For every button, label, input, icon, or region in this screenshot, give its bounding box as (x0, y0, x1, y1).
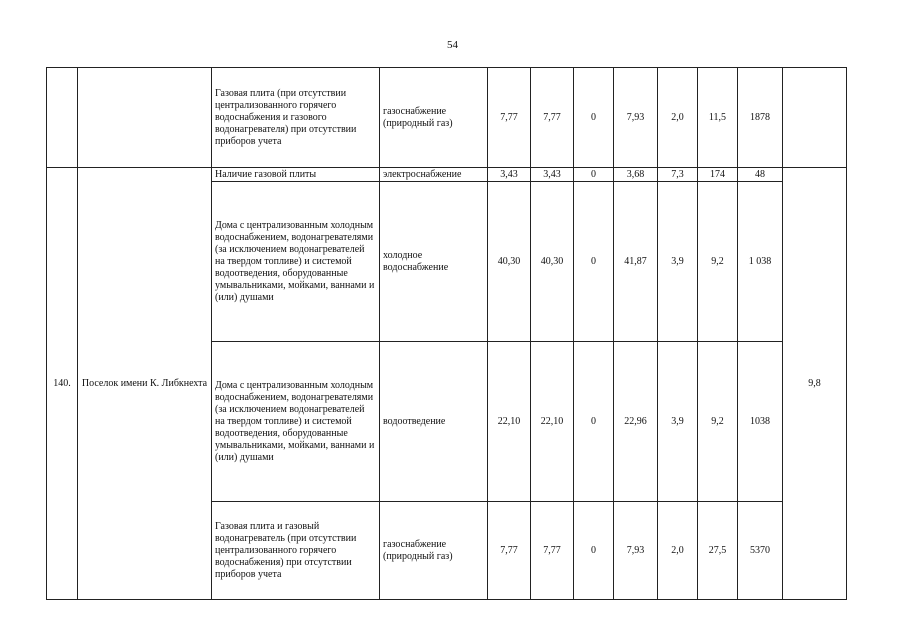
value-cell: 0 (574, 342, 614, 502)
value-cell: 2,0 (658, 68, 698, 168)
value-cell: 0 (574, 68, 614, 168)
value-cell: 22,96 (614, 342, 658, 502)
service-cell: водоотведение (380, 342, 488, 502)
page-number: 54 (447, 39, 458, 51)
settlement-cell: Поселок имени К. Либкнехта (78, 168, 212, 600)
value-cell: 3,43 (488, 168, 531, 182)
tariff-table (46, 67, 847, 600)
value-cell: 9,2 (698, 182, 738, 342)
value-cell: 22,10 (488, 342, 531, 502)
table-row (47, 68, 847, 168)
value-cell: 40,30 (531, 182, 574, 342)
value-cell: 1878 (738, 68, 783, 168)
value-cell: 7,93 (614, 502, 658, 600)
service-cell: газоснабжение (природный газ) (380, 502, 488, 600)
value-cell: 27,5 (698, 502, 738, 600)
value-cell: 41,87 (614, 182, 658, 342)
value-cell: 1 038 (738, 182, 783, 342)
value-cell: 7,77 (531, 68, 574, 168)
value-cell: 1038 (738, 342, 783, 502)
description-cell: Дома с централизованным холодным водоснабжением, водонагревателями (за исключением водонагревателей на твердом топливе) и системой водоотведения, оборудованные умывальниками, мойками, ваннами и (или) душами (212, 342, 380, 502)
description-cell: Дома с централизованным холодным водоснабжением, водонагревателями (за исключением водонагревателей на твердом топливе) и системой водоотведения, оборудованные умывальниками, мойками, ваннами и (или) душами (212, 182, 380, 342)
value-cell: 7,93 (614, 68, 658, 168)
coefficient-cell: 9,8 (783, 168, 847, 600)
value-cell: 5370 (738, 502, 783, 600)
value-cell: 3,68 (614, 168, 658, 182)
coefficient-cell (783, 68, 847, 168)
value-cell: 9,2 (698, 342, 738, 502)
value-cell: 40,30 (488, 182, 531, 342)
value-cell: 3,9 (658, 182, 698, 342)
value-cell: 11,5 (698, 68, 738, 168)
table-row (47, 168, 847, 182)
value-cell: 3,9 (658, 342, 698, 502)
description-cell: Газовая плита (при отсутствии централизованного горячего водоснабжения и газового водонагревателя) при отсутствии приборов учета (212, 68, 380, 168)
value-cell: 7,77 (531, 502, 574, 600)
service-cell: электроснабжение (380, 168, 488, 182)
description-cell: Газовая плита и газовый водонагреватель (при отсутствии централизованного горячего водоснабжения) при отсутствии приборов учета (212, 502, 380, 600)
value-cell: 7,77 (488, 502, 531, 600)
value-cell: 3,43 (531, 168, 574, 182)
service-cell: холодное водоснабжение (380, 182, 488, 342)
value-cell: 7,77 (488, 68, 531, 168)
settlement-cell (78, 68, 212, 168)
row-number-cell (47, 68, 78, 168)
value-cell: 0 (574, 502, 614, 600)
value-cell: 174 (698, 168, 738, 182)
row-number-cell: 140. (47, 168, 78, 600)
value-cell: 22,10 (531, 342, 574, 502)
value-cell: 0 (574, 182, 614, 342)
value-cell: 2,0 (658, 502, 698, 600)
value-cell: 0 (574, 168, 614, 182)
description-cell: Наличие газовой плиты (212, 168, 380, 182)
value-cell: 48 (738, 168, 783, 182)
value-cell: 7,3 (658, 168, 698, 182)
service-cell: газоснабжение (природный газ) (380, 68, 488, 168)
